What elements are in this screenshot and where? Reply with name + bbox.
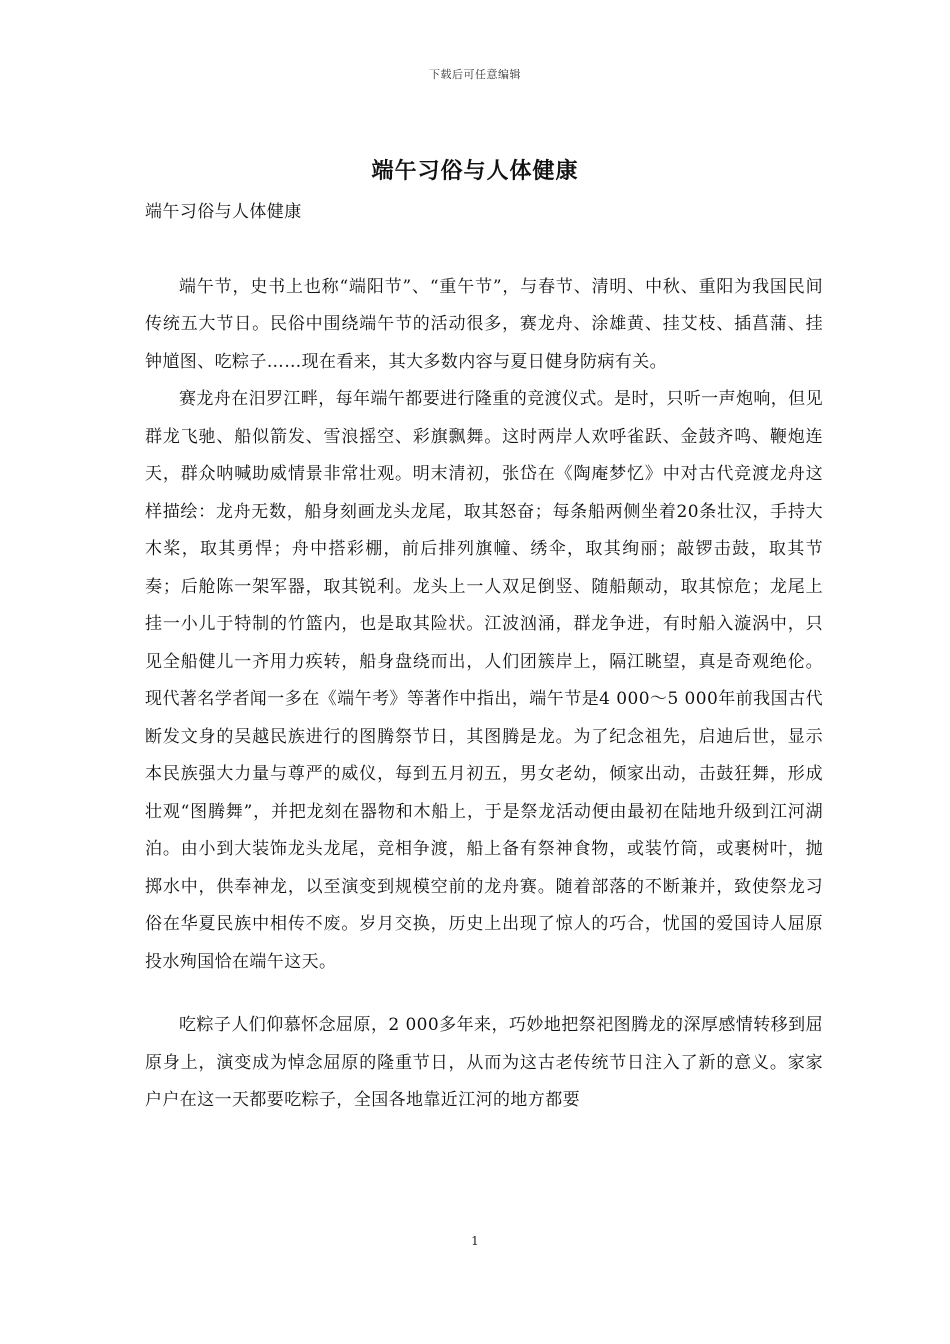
- paragraph-intro: 端午节，史书上也称“端阳节”、“重午节”，与春节、清明、中秋、重阳为我国民间传统五大节日。民俗中围绕端午节的活动很多，赛龙舟、涂雄黄、挂艾枝、插菖蒲、挂钟馗图、吃粽子……现在看来，其大多数内容与夏日健身防病有关。: [145, 276, 823, 372]
- page-number: 1: [471, 1234, 479, 1248]
- document-title: 端午习俗与人体健康: [371, 158, 579, 184]
- document-subtitle: 端午习俗与人体健康: [145, 202, 302, 222]
- document-body: [145, 194, 823, 1120]
- paragraph-zongzi: 吃粽子人们仰慕怀念屈原，2 000多年来，巧妙地把祭祀图腾龙的深厚感情转移到屈原身上，演变成为悼念屈原的隆重节日，从而为这古老传统节日注入了新的意义。家家户户在这一天都要吃粽子，全国各地靠近江河的地方都要: [145, 1015, 823, 1110]
- paragraph-dragon-boat: 赛龙舟在汨罗江畔，每年端午都要进行隆重的竞渡仪式。是时，只听一声炮响，但见群龙飞驰、船似箭发、雪浪摇空、彩旗飘舞。这时两岸人欢呼雀跃、金鼓齐鸣、鞭炮连天，群众呐喊助威情景非常壮观。明末清初，张岱在《陶庵梦忆》中对古代竞渡龙舟这样描绘：龙舟无数，船身刻画龙头龙尾，取其怒奋；每条船两侧坐着20条壮汉，手持大木桨，取其勇悍；舟中搭彩棚，前后排列旗幢、绣伞，取其绚丽；敲锣击鼓，取其节奏；后舱陈一架军器，取其锐利。龙头上一人双足倒竖、随船颠动，取其惊危；龙尾上挂一小儿于特制的竹篮内，也是取其险状。江波汹涌，群龙争进，有时船入漩涡中，只见全船健儿一齐用力疾转，船身盘绕而出，人们团簇岸上，隔江眺望，真是奇观绝伦。现代著名学者闻一多在《端午考》等著作中指出，端午节是4 000～5 000年前我国古代断发文身的吴越民族进行的图腾祭节日，其图腾是龙。为了纪念祖先，启迪后世，显示本民族强大力量与尊严的威仪，每到五月初五，男女老幼，倾家出动，击鼓狂舞，形成壮观“图腾舞”，并把龙刻在器物和木船上，于是祭龙活动便由最初在陆地升级到江河湖泊。由小到大装饰龙头龙尾，竞相争渡，船上备有祭神食物，或装竹筒，或裹树叶，抛掷水中，供奉神龙，以至演变到规模空前的龙舟赛。随着部落的不断兼并，致使祭龙习俗在华夏民族中相传不废。岁月交换，历史上出现了惊人的巧合，忧国的爱国诗人屈原投水殉国恰在端午这天。: [145, 389, 823, 972]
- header-note: 下载后可任意编辑: [429, 68, 521, 81]
